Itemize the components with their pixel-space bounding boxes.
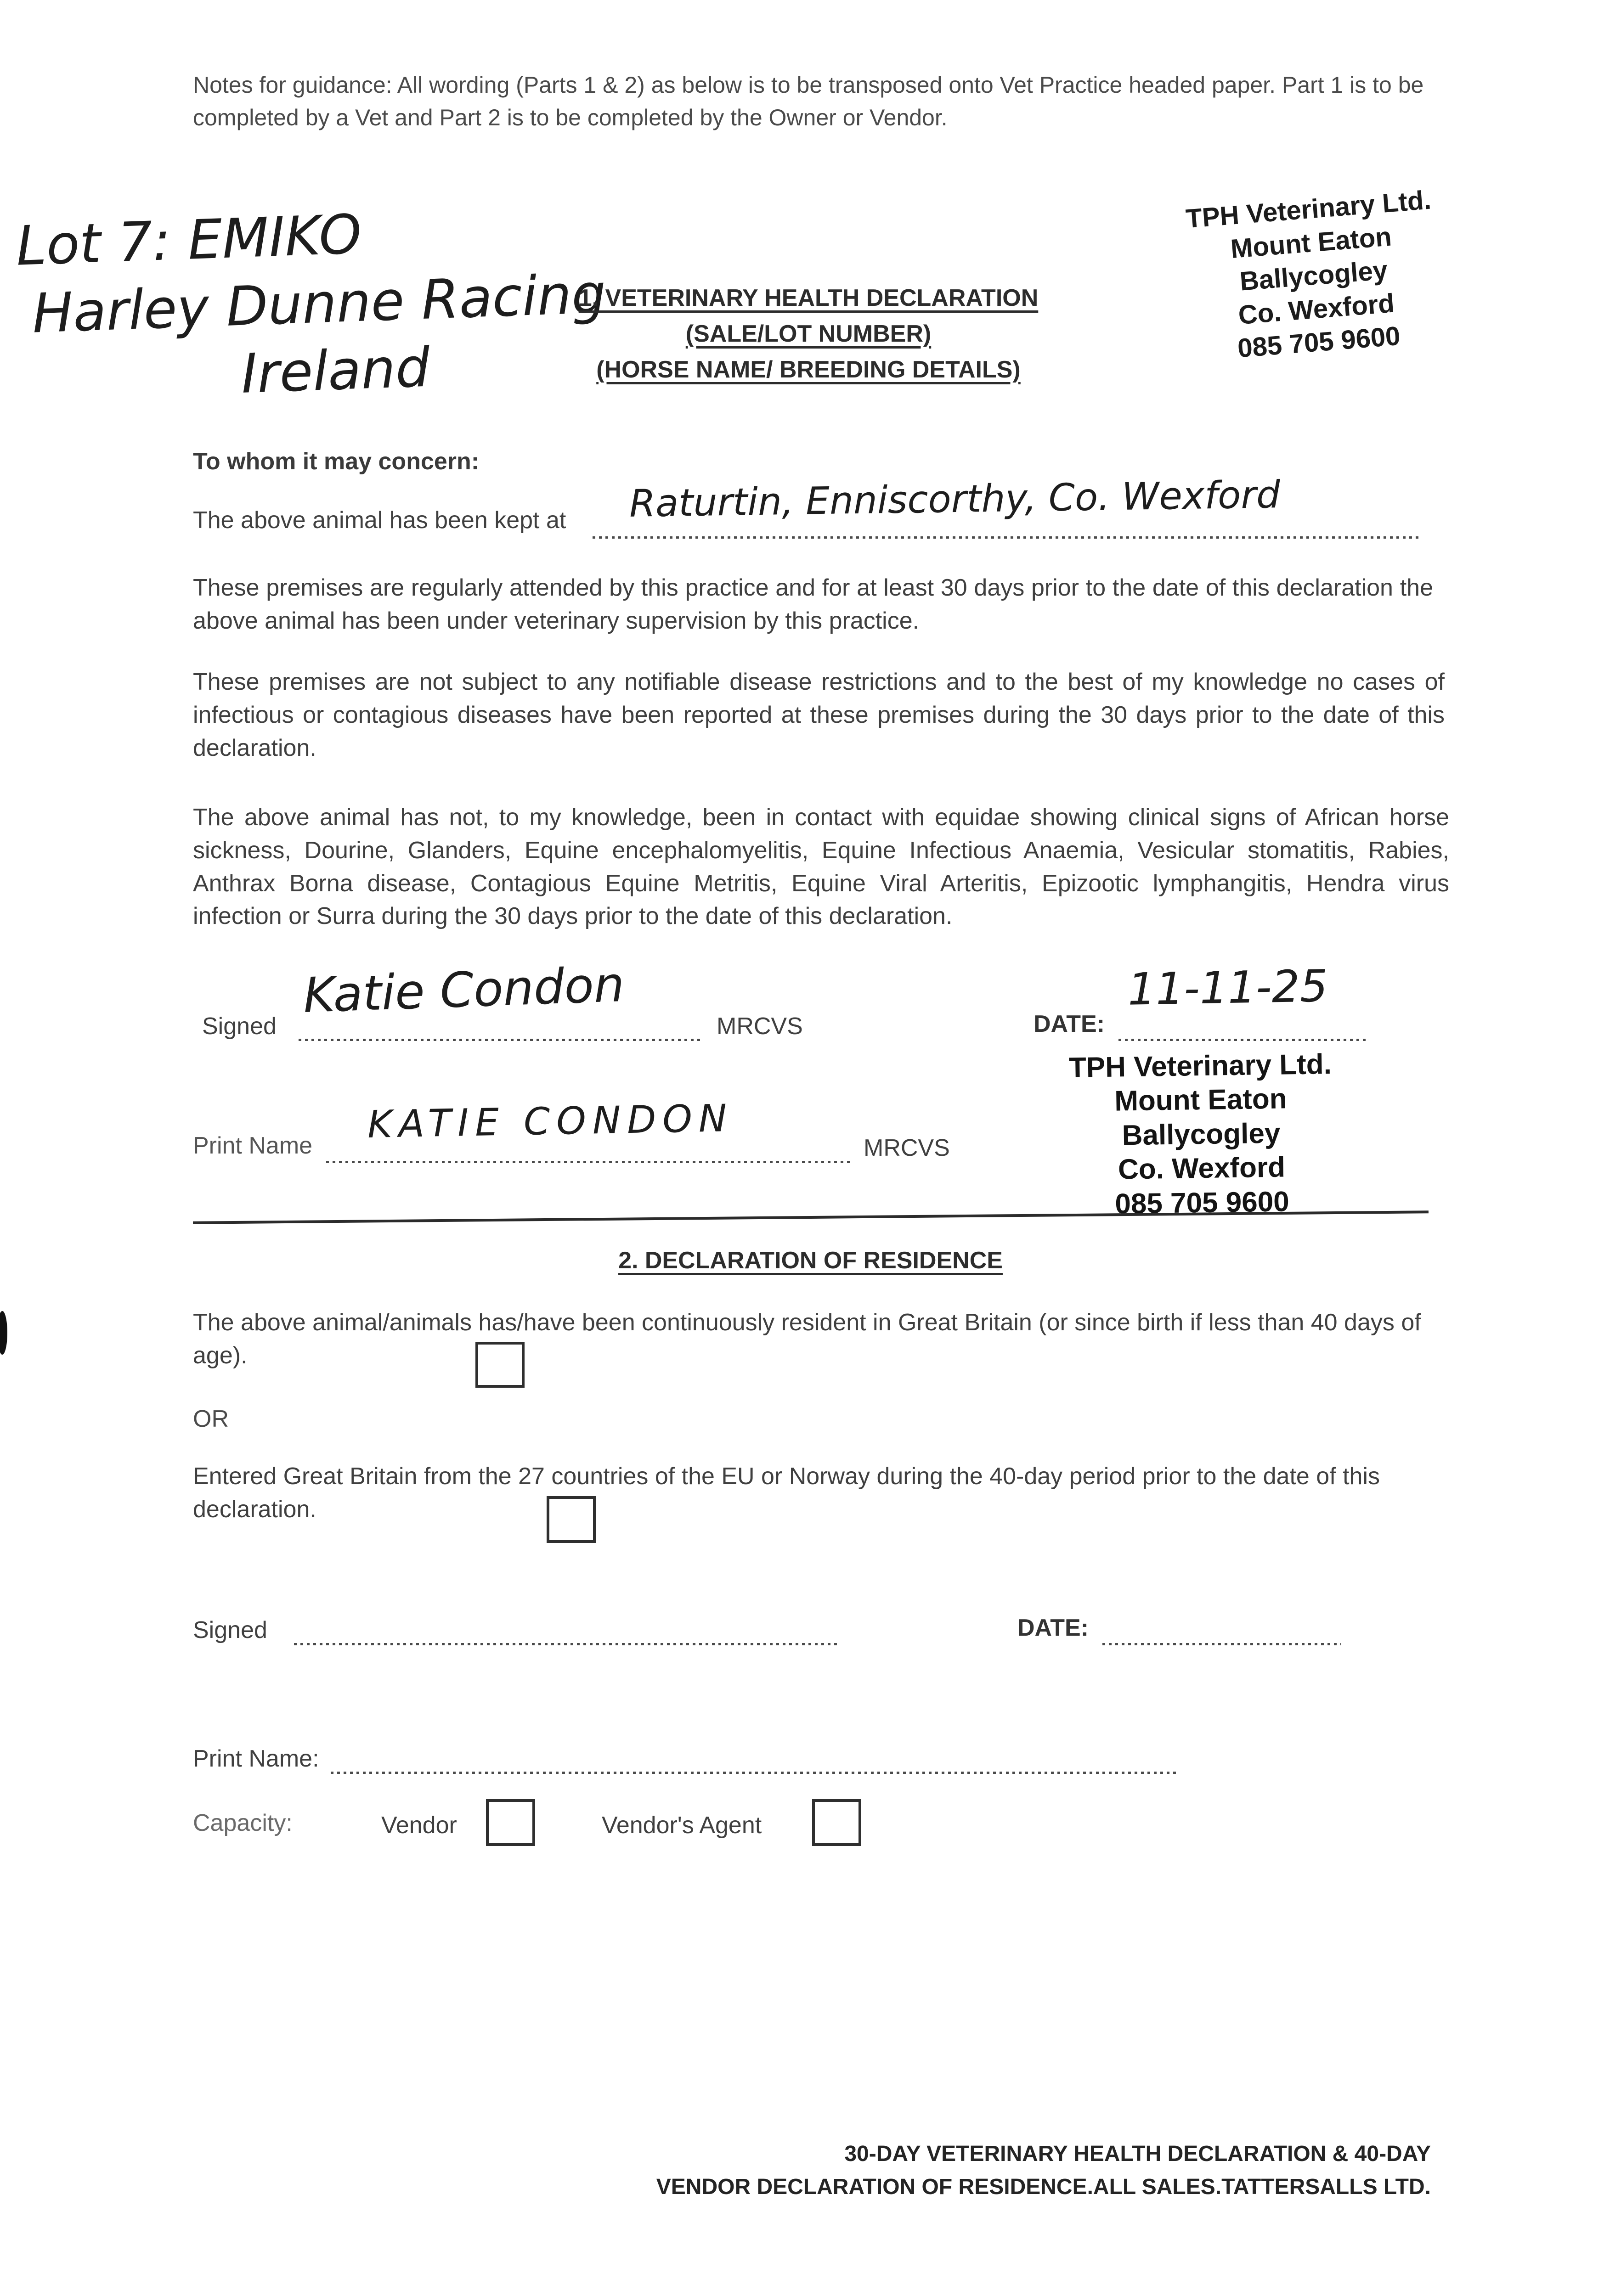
- vendor-print-name-field-line[interactable]: [331, 1772, 1176, 1774]
- practice-stamp-top: [1129, 179, 1499, 373]
- vet-print-name-field-line[interactable]: [326, 1161, 850, 1163]
- checkbox-vendor[interactable]: [486, 1799, 535, 1846]
- stamp-phone: 085 705 9600: [1114, 1185, 1290, 1220]
- stamp-address-2: Ballycogley: [1238, 255, 1389, 297]
- mrcvs-label-print-name: MRCVS: [864, 1135, 950, 1161]
- part1-subtitle-sale-lot: (SALE/LOT NUMBER): [685, 321, 932, 347]
- checkbox-entered-gb[interactable]: [547, 1496, 596, 1543]
- vet-date-field-line[interactable]: [1118, 1039, 1369, 1041]
- vet-date-handwritten: 11-11-25: [1127, 960, 1328, 1015]
- residence-option-resident-gb: The above animal/animals has/have been continuously resident in Great Britain (or since birth if less than 40 days of age).: [193, 1309, 1421, 1369]
- footer-declaration-title: [643, 2138, 1431, 2204]
- stamp-phone: 085 705 9600: [1236, 321, 1401, 364]
- paragraph-disease-restrictions: These premises are not subject to any notifiable disease restrictions and to the best of my knowledge no cases of infectious or contagious diseases have been reported at these premises during the 30 days prior to the date of this declaration.: [193, 669, 1445, 761]
- or-label: OR: [193, 1406, 229, 1432]
- vet-print-name-handwritten: KATIE CONDON: [367, 1097, 734, 1147]
- stamp-address-3: Co. Wexford: [1118, 1151, 1286, 1186]
- capacity-vendor-label: Vendor: [381, 1812, 457, 1839]
- vet-signed-label: Signed: [202, 1013, 277, 1040]
- vet-print-name-label: Print Name: [193, 1132, 313, 1159]
- vendor-name-text: Harley Dunne Racing: [31, 261, 607, 345]
- vendor-signed-label: Signed: [193, 1617, 267, 1643]
- footer-line-1: 30-DAY VETERINARY HEALTH DECLARATION & 40-DAY: [844, 2142, 1431, 2166]
- part1-title: 1. VETERINARY HEALTH DECLARATION: [578, 285, 1039, 311]
- mrcvs-label-signature: MRCVS: [717, 1013, 803, 1040]
- scan-edge-artifact: [0, 1311, 7, 1355]
- lot-number-text: Lot 7: EMIKO: [15, 202, 363, 278]
- part1-title-block: [482, 280, 1135, 388]
- salutation: To whom it may concern:: [193, 448, 480, 475]
- vendor-print-name-label: Print Name:: [193, 1745, 319, 1772]
- checkbox-resident-gb[interactable]: [475, 1342, 525, 1388]
- stamp-address-1: Mount Eaton: [1114, 1083, 1288, 1118]
- stamp-address-2: Ballycogley: [1122, 1117, 1281, 1152]
- stamp-address-1: Mount Eaton: [1229, 221, 1393, 264]
- vet-signature-handwritten: Katie Condon: [302, 956, 626, 1024]
- stamp-practice-name: TPH Veterinary Ltd.: [1185, 185, 1432, 234]
- vendor-signature-field-line[interactable]: [294, 1643, 841, 1645]
- kept-at-label: The above animal has been kept at: [193, 507, 566, 534]
- stamp-practice-name: TPH Veterinary Ltd.: [1068, 1048, 1332, 1084]
- stamp-address-3: Co. Wexford: [1237, 288, 1395, 330]
- capacity-vendors-agent-label: Vendor's Agent: [602, 1812, 762, 1839]
- capacity-label: Capacity:: [193, 1810, 293, 1836]
- country-text: Ireland: [240, 335, 431, 405]
- paragraph-contact-diseases: The above animal has not, to my knowledge, been in contact with equidae showing clinical signs of African horse sickness, Dourine, Glanders, Equine encephalomyelitis, Equine Infectious Anaemia, Vesicular stomatitis, Rabies, Anthrax Borna disease, Contagious Equine Metritis, Equine Viral Arteritis, Epizootic lymphangitis, Hendra virus infection or Surra during the 30 days prior to the date of this declaration.: [193, 804, 1449, 930]
- part2-title: 2. DECLARATION OF RESIDENCE: [618, 1247, 1003, 1274]
- vendor-date-label: DATE:: [1017, 1615, 1089, 1641]
- paragraph-supervision: These premises are regularly attended by this practice and for at least 30 days prior to the date of this declaration the above animal has been under veterinary supervision by this practice.: [193, 574, 1433, 634]
- guidance-note: Notes for guidance: All wording (Parts 1 & 2) as below is to be transposed onto Vet Practice headed paper. Part 1 is to be completed by a Vet and Part 2 is to be completed by the Owner or Vendor.: [193, 72, 1424, 130]
- vet-date-label: DATE:: [1034, 1011, 1105, 1037]
- kept-at-handwritten-value: Raturtin, Enniscorthy, Co. Wexford: [629, 473, 1281, 526]
- vet-signature-field-line[interactable]: [299, 1039, 703, 1041]
- vendor-date-field-line[interactable]: [1102, 1643, 1341, 1645]
- practice-stamp-middle: [1034, 1047, 1367, 1222]
- part1-subtitle-horse-name: (HORSE NAME/ BREEDING DETAILS): [596, 356, 1021, 383]
- residence-option-entered-gb: Entered Great Britain from the 27 countries of the EU or Norway during the 40-day period prior to the date of this declaration.: [193, 1463, 1380, 1523]
- kept-at-field-line[interactable]: [593, 536, 1419, 539]
- checkbox-vendors-agent[interactable]: [812, 1799, 861, 1846]
- footer-line-2: VENDOR DECLARATION OF RESIDENCE.ALL SALES.TATTERSALLS LTD.: [656, 2175, 1431, 2199]
